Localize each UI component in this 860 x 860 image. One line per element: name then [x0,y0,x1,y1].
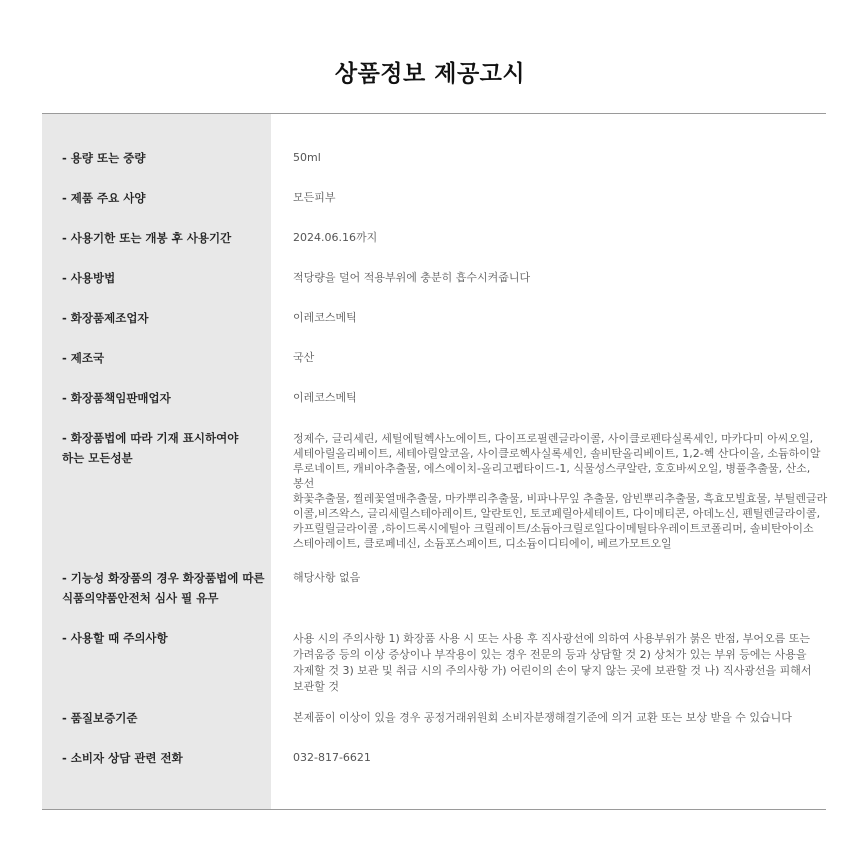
row-value: 해당사항 없음 [293,571,361,584]
row-label: - 품질보증기준 [62,711,138,725]
row-value: 2024.06.16까지 [293,231,378,244]
row-label: - 사용할 때 주의사항 [62,631,168,645]
row-value: 사용 시의 주의사항 1) 화장품 사용 시 또는 사용 후 직사광선에 의하여 사용부위가 붉은 반점, 부어오름 또는 가려움증 등의 이상 증상이나 부작용이 있는 경우 전문의 등과 상담할 것 2) 상처가 있는 부위 등에는 사용을 자제할 것 3) 보관 및 취급 시의 주의사항 가) 어린이의 손이 닿지 않는 곳에 보관할 것 나) 직사광선을 피해서 보관할 것 [293,632,812,693]
row-value: 국산 [293,351,315,364]
page-title: 상품정보 제공고시 [334,61,526,87]
row-value: 이레코스메틱 [293,391,357,404]
product-info-table [42,113,826,810]
row-value: 본제품이 이상이 있을 경우 공정거래위원회 소비자분쟁해결기준에 의거 교환 또는 보상 받을 수 있습니다 [293,711,792,724]
row-value: 적당량을 덜어 적용부위에 충분히 흡수시켜줍니다 [293,271,531,284]
row-label: - 용량 또는 중량 [62,151,146,165]
row-label: - 화장품제조업자 [62,311,149,325]
row-label: - 기능성 화장품의 경우 화장품법에 따른 식품의약품안전처 심사 필 유무 [62,571,265,605]
row-value: 50ml [293,151,321,164]
row-value: 모든피부 [293,191,336,204]
row-label: - 사용기한 또는 개봉 후 사용기간 [62,231,232,245]
row-label: - 제품 주요 사양 [62,191,146,205]
row-value: 032-817-6621 [293,751,371,764]
row-value: 이레코스메틱 [293,311,357,324]
row-label: - 화장품법에 따라 기재 표시하여야 하는 모든성분 [62,431,239,465]
row-label: - 소비자 상담 관련 전화 [62,751,183,765]
row-label: - 화장품책임판매업자 [62,391,171,405]
row-value: 정제수, 글리세린, 세틸에틸헥사노에이트, 다이프로필렌글라이콜, 사이클로펜타실록세인, 마카다미 아씨오일, 세테아릴올리베이트, 세테아릴알코올, 사이클로헥사실록세인, 솔비탄올리베이트, 1,2-헥 산다이올, 소듐하이알 루로네이트, 캐비아추출물, 에스에이치-올리고펩타이드-1, 식물성스쿠알란, 호호바씨오일, 병풀추출물, 산소, 봉선 화꽃추출물, 찔레꽃열매추출물, 마카뿌리추출물, 비파나무잎 추출물, 암빈뿌리추출물, 흑효모빌효물, 부틸렌글라 이콜,비즈왁스, 글리세릴스테아레이트, 알란토인, 토코페릴아세테이트, 다이메티콘, 아데노신, 펜틸렌글라이콜, 카프릴릴글라이콜 ,하이드록시에틸아 크릴레이트/소듐아크릴로일다이메틸타우레이트코폴리머, 솔비탄아이소 스테아레이트, 클로페네신, 소듐포스페이트, 디소듐이디티에이, 베르가모트오일 [293,432,828,550]
row-label: - 사용방법 [62,271,116,285]
row-label: - 제조국 [62,351,105,365]
